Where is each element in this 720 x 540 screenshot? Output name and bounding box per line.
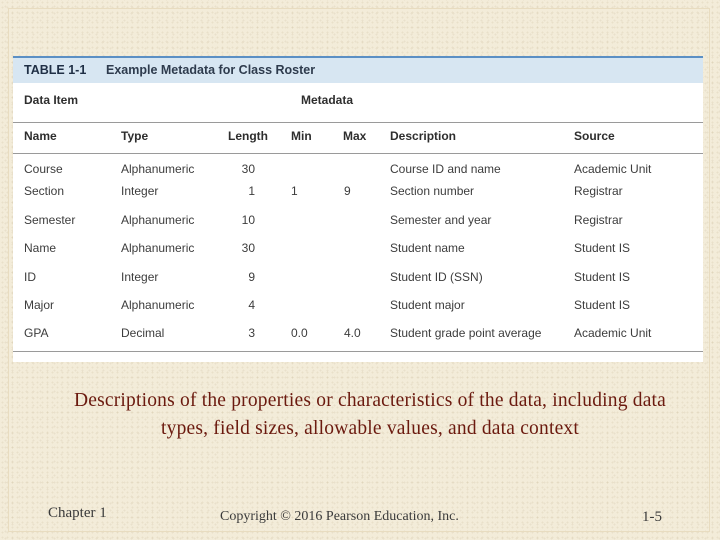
- cell-name: GPA: [24, 326, 49, 340]
- cell-source: Registrar: [574, 184, 623, 198]
- cell-source: Academic Unit: [574, 326, 652, 340]
- cell-name: Course: [24, 162, 63, 176]
- table-row: [13, 270, 703, 290]
- footer-copyright: Copyright © 2016 Pearson Education, Inc.: [220, 509, 459, 524]
- cell-name: Major: [24, 298, 55, 312]
- cell-description: Student name: [390, 241, 465, 255]
- column-header-type: Type: [121, 129, 149, 143]
- cell-source: Student IS: [574, 241, 631, 255]
- cell-name: ID: [24, 270, 36, 284]
- column-header-length: Length: [228, 129, 268, 143]
- cell-min: 0.0: [291, 326, 308, 340]
- table-row: [13, 213, 703, 233]
- cell-description: Student major: [390, 298, 465, 312]
- table-bottom-rule: [13, 351, 703, 352]
- cell-length: 10: [241, 213, 255, 227]
- cell-type: Alphanumeric: [121, 298, 195, 312]
- metadata-table-figure: [13, 56, 703, 362]
- table-title-bar: [13, 56, 703, 83]
- cell-name: Section: [24, 184, 65, 198]
- cell-source: Student IS: [574, 298, 631, 312]
- cell-description: Semester and year: [390, 213, 492, 227]
- table-row: [13, 326, 703, 346]
- table-row: [13, 162, 703, 182]
- cell-length: 30: [241, 241, 255, 255]
- cell-type: Decimal: [121, 326, 165, 340]
- cell-description: Student grade point average: [390, 326, 542, 340]
- cell-max: 9: [344, 184, 351, 198]
- cell-description: Student ID (SSN): [390, 270, 483, 284]
- cell-length: 4: [248, 298, 255, 312]
- table-number: TABLE 1-1: [24, 63, 87, 77]
- cell-name: Semester: [24, 213, 76, 227]
- table-row: [13, 241, 703, 261]
- slide-caption: Descriptions of the properties or characteristics of the data, including data types, field sizes, allowable values, and data context: [73, 390, 667, 439]
- cell-length: 9: [248, 270, 255, 284]
- cell-name: Name: [24, 241, 57, 255]
- footer-page-number: 1-5: [642, 509, 662, 525]
- cell-length: 30: [241, 162, 255, 176]
- group-header-row: [13, 93, 703, 113]
- cell-min: 1: [291, 184, 298, 198]
- table-title: Example Metadata for Class Roster: [106, 63, 316, 77]
- group-header-metadata: Metadata: [301, 93, 354, 107]
- cell-length: 3: [248, 326, 255, 340]
- cell-description: Course ID and name: [390, 162, 501, 176]
- cell-type: Integer: [121, 184, 159, 198]
- column-header-row: [13, 129, 703, 149]
- cell-length: 1: [248, 184, 255, 198]
- group-header-data-item: Data Item: [24, 93, 79, 107]
- cell-description: Section number: [390, 184, 475, 198]
- cell-type: Alphanumeric: [121, 241, 195, 255]
- cell-source: Academic Unit: [574, 162, 652, 176]
- cell-source: Student IS: [574, 270, 631, 284]
- table-row: [13, 298, 703, 318]
- column-header-divider: [13, 153, 703, 154]
- column-header-name: Name: [24, 129, 57, 143]
- column-header-source: Source: [574, 129, 615, 143]
- column-header-min: Min: [291, 129, 312, 143]
- cell-type: Integer: [121, 270, 159, 284]
- cell-type: Alphanumeric: [121, 213, 195, 227]
- footer-chapter: Chapter 1: [48, 505, 107, 521]
- header-divider: [13, 122, 703, 123]
- cell-type: Alphanumeric: [121, 162, 195, 176]
- column-header-max: Max: [343, 129, 367, 143]
- cell-source: Registrar: [574, 213, 623, 227]
- cell-max: 4.0: [344, 326, 361, 340]
- column-header-description: Description: [390, 129, 457, 143]
- table-row: [13, 184, 703, 204]
